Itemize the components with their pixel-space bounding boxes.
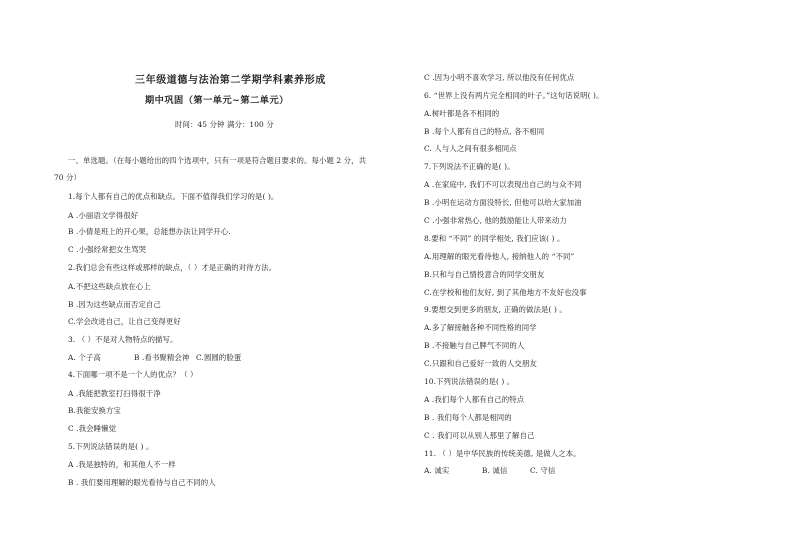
q8-option-c: C.在学校和他们友好, 到了其他地方不友好也没事 (424, 288, 587, 297)
exam-subtitle: 期中巩固（第一单元~第二单元） (145, 95, 289, 106)
q6-option-a: A.树叶都是各不相同的 (424, 109, 500, 118)
q11-option-b: B. 诚信 (482, 466, 508, 475)
question-4: 4.下面哪一项不是一个人的优点？（ ） (68, 370, 198, 379)
q10-option-c: C . 我们可以从别人那里了解自己 (424, 431, 535, 440)
q2-option-a: A.不把这些缺点放在心上 (68, 282, 151, 291)
q7-option-b: B .小明在运动方面没特长, 但他可以给大家加油 (424, 198, 582, 207)
question-5: 5.下列说法错误的是( ) 。 (68, 442, 154, 451)
q2-option-c: C.学会改进自己，让自己变得更好 (68, 317, 181, 326)
question-1: 1.每个人都有自己的优点和缺点。下面不值得我们学习的是( )。 (68, 192, 279, 201)
question-3: 3. （ ）不是对人物特点的描写。 (68, 335, 178, 344)
q3-options (68, 353, 241, 363)
q8-option-b: B.只和与自己情投意合的同学交朋友 (424, 270, 545, 279)
q11-option-c: C. 守信 (530, 466, 556, 475)
q9-option-c: C.只跟和自己爱好一致的人交朋友 (424, 359, 537, 368)
q1-option-a: A .小丽语文学得很好 (68, 211, 139, 220)
q5-option-a: A .我是独特的，和其他人不一样 (68, 460, 176, 469)
q4-option-a: A .我能把教室打扫得很干净 (68, 389, 161, 398)
q6-option-b: B .每个人都有自己的特点, 各不相同 (424, 127, 545, 136)
q2-option-b: B .因为这些缺点而否定自己 (68, 300, 161, 309)
question-10: 10.下列说法错误的是( ) 。 (424, 377, 515, 386)
q3-option-c: C.圆圆的脸蛋 (196, 353, 242, 362)
q4-option-b: B.我能安换方宝 (68, 406, 121, 415)
question-7: 7.下列说法不正确的是( )。 (424, 162, 515, 171)
question-11: 11. （ ）是中华民族的传统美德, 是做人之本。 (424, 449, 581, 458)
q10-option-a: A .我们每个人都有自己的特点 (424, 395, 525, 404)
q6-option-c: C. 人与人之间有很多相同点 (424, 144, 517, 153)
q11-options (424, 466, 555, 476)
section-instruction: 一、单选题。（在每小题给出的四个选项中，只有一项是符合题目要求的。每小题 2 分，共 (68, 156, 367, 165)
q1-option-c: C .小强经常把女生骂哭 (68, 245, 147, 254)
q10-option-b: B . 我们每个人都是相同的 (424, 413, 512, 422)
exam-title: 三年级道德与法治第二学期学科素养形成 (135, 75, 326, 86)
q7-option-c: C .小强非常热心, 他的鼓励能让人带来动力 (424, 216, 567, 225)
exam-time-info: 时间：45 分钟 满分：100 分 (175, 120, 274, 129)
q5-option-c: C .因为小明不喜欢学习, 所以他没有任何优点 (424, 73, 575, 82)
q5-option-b: B . 我们要用理解的眼光看待与自己不同的人 (68, 478, 216, 487)
q1-option-b: B .小倩是班上的开心果，总能想办法让同学开心. (68, 227, 231, 236)
q9-option-b: B .不接触与自己脾气不同的人 (424, 341, 525, 350)
q11-option-a: A. 诚实 (424, 466, 450, 475)
q4-option-c: C .我会睡懒觉 (68, 424, 117, 433)
question-8: 8.要和 “不同” 的同学相处, 我们应该( ) 。 (424, 234, 565, 243)
q8-option-a: A.用理解的眼光看待他人, 接纳他人的 “不同” (424, 252, 575, 261)
question-6: 6. “世界上没有两片完全相同的叶子。”这句话说明( )。 (424, 91, 604, 100)
question-2: 2.我们总会有些这样或那样的缺点，（ ）才是正确的对待方法。 (68, 263, 277, 272)
question-9: 9.要想交到更多的朋友, 正确的做法是( ) 。 (424, 305, 567, 314)
q7-option-a: A .在家庭中, 我们不可以表现出自己的与众不同 (424, 180, 582, 189)
q9-option-a: A.多了解接触各种不同性格的同学 (424, 323, 537, 332)
q3-option-a: A. 个子高 (68, 353, 101, 362)
q3-option-b: B .看书聚精会神 (134, 353, 190, 362)
section-instruction-cont: 70 分） (54, 173, 82, 182)
